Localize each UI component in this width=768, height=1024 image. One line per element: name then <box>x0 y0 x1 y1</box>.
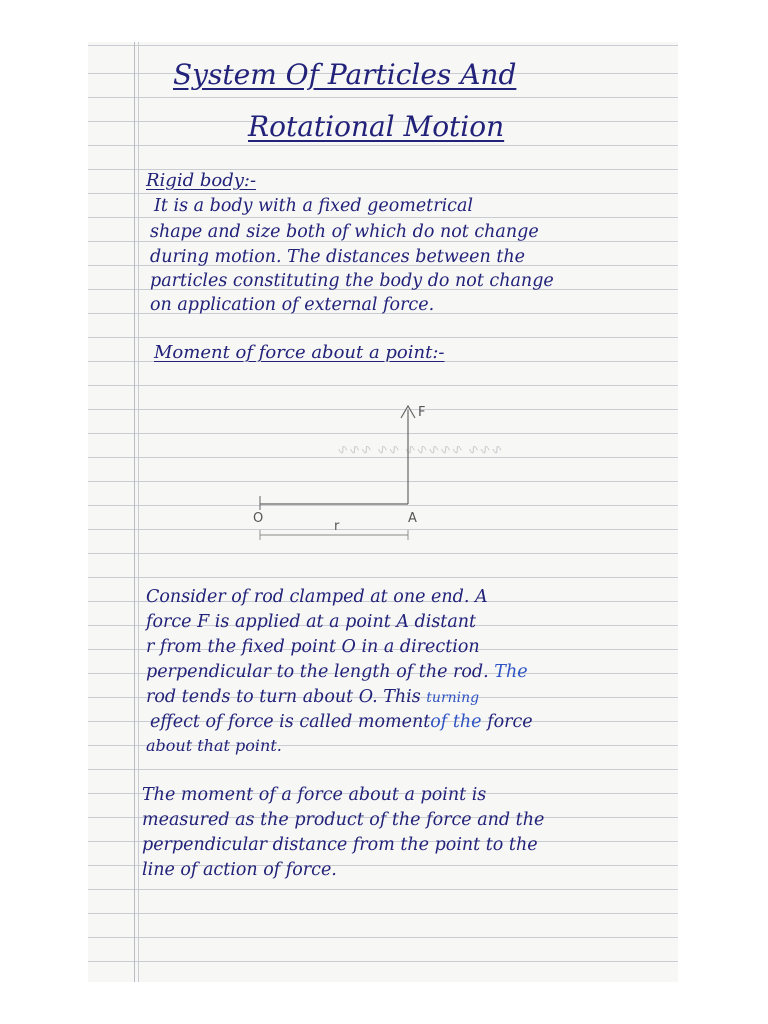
definition-line-3: perpendicular distance from the point to the <box>142 835 538 855</box>
consider-line-2: force F is applied at a point A distant <box>146 612 477 632</box>
consider-line-6-blue: of the <box>430 712 482 732</box>
title-line-2: Rotational Motion <box>248 110 505 143</box>
title-line-1: System Of Particles And <box>173 58 517 91</box>
consider-line-6-tail: force <box>487 712 533 732</box>
definition-line-4: line of action of force. <box>142 860 337 880</box>
label-a: A <box>408 511 417 526</box>
consider-line-7: about that point. <box>146 736 282 755</box>
definition-line-1: The moment of a force about a point is <box>142 785 487 805</box>
consider-line-4-blue: The <box>494 662 528 682</box>
rigid-body-heading: Rigid body:- <box>146 170 257 191</box>
rigid-body-line-1: It is a body with a fixed geometrical <box>154 196 474 216</box>
consider-line-6 <box>150 712 533 732</box>
consider-line-1: Consider of rod clamped at one end. A <box>146 587 488 607</box>
rigid-body-line-2: shape and size both of which do not change <box>150 222 539 242</box>
label-f: F <box>418 405 426 420</box>
consider-line-5-blue: turning <box>426 690 480 706</box>
label-r: r <box>334 519 340 534</box>
label-o: O <box>253 511 264 526</box>
rigid-body-line-4: particles constituting the body do not change <box>150 271 554 291</box>
consider-line-6-text: effect of force is called moment <box>150 712 431 732</box>
consider-line-5-text: rod tends to turn about O. This <box>146 687 421 707</box>
rod-diagram <box>238 372 458 562</box>
margin-line-secondary <box>138 42 139 982</box>
definition-line-2: measured as the product of the force and the <box>142 810 545 830</box>
consider-line-4 <box>146 662 528 682</box>
notebook-page <box>88 42 678 982</box>
rigid-body-line-3: during motion. The distances between the <box>150 247 526 267</box>
margin-line <box>134 42 135 982</box>
moment-heading: Moment of force about a point:- <box>154 342 445 363</box>
consider-line-5 <box>146 687 479 707</box>
consider-line-4-text: perpendicular to the length of the rod. <box>146 662 489 682</box>
consider-line-3: r from the fixed point O in a direction <box>146 637 480 657</box>
show-through-text: ∿∿∿ ∿∿∿∿∿ ∿∿ ∿∿∿ <box>338 442 504 458</box>
rigid-body-line-5: on application of external force. <box>150 295 435 315</box>
